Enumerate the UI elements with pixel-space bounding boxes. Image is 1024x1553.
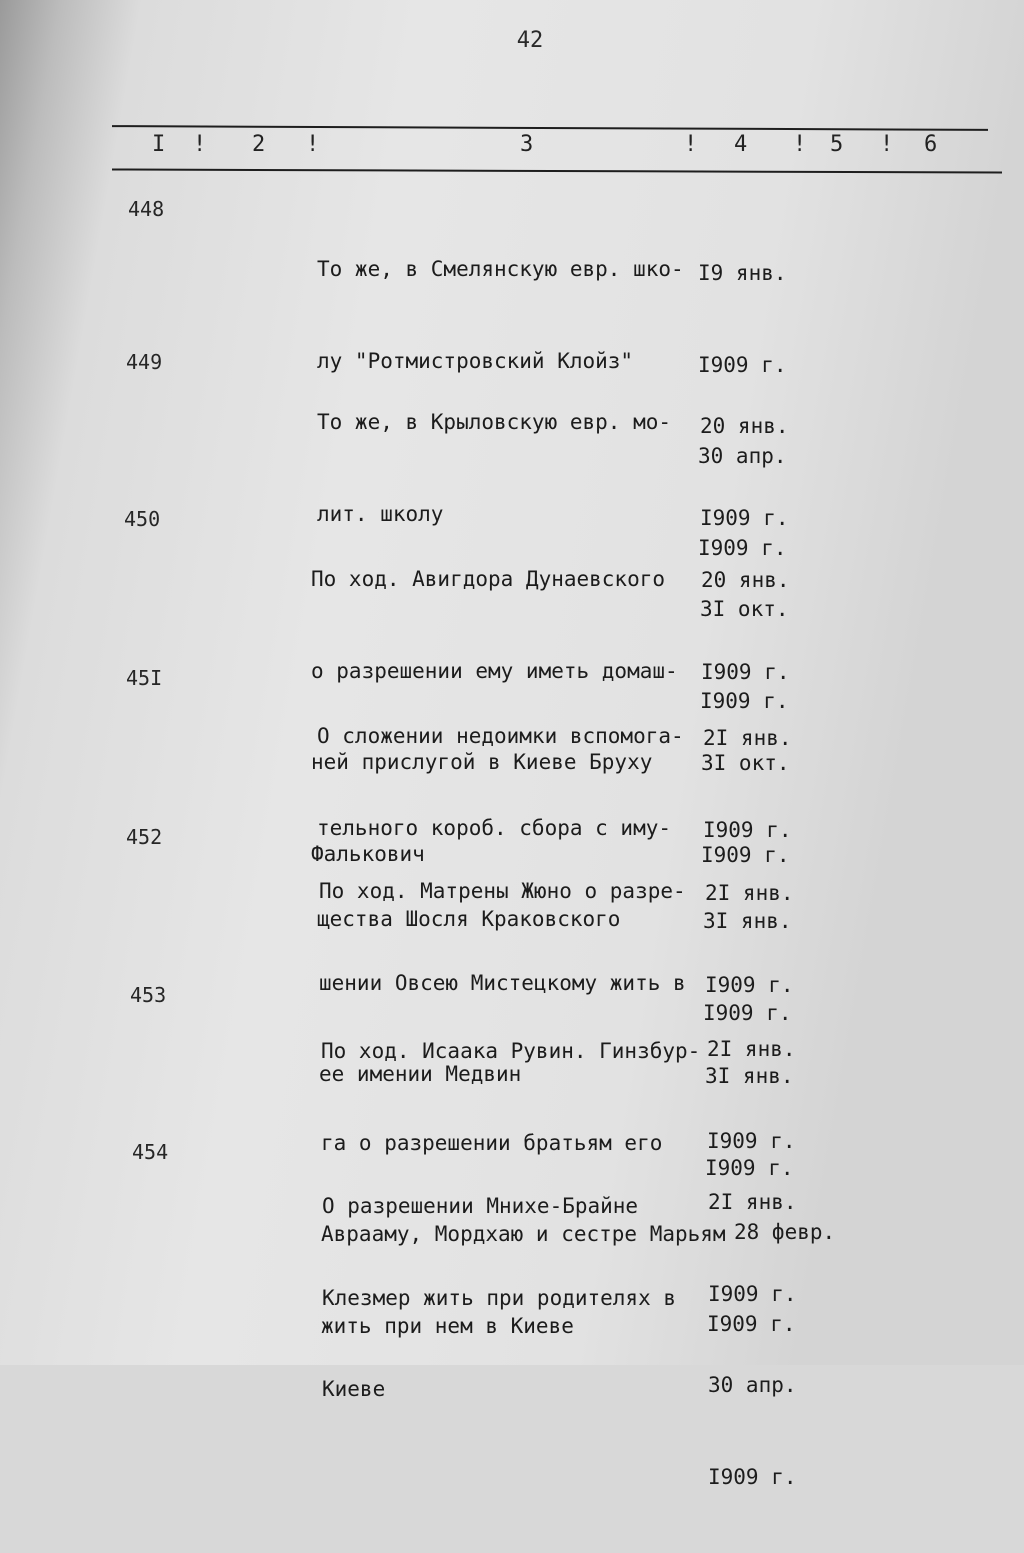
date-start-day: 2I янв. <box>708 1190 797 1214</box>
entry-line: лит. школу <box>317 501 444 526</box>
entry-line: лу "Ротмистровский Клойз" <box>317 348 634 373</box>
date-start-year: I909 г. <box>698 352 787 377</box>
date-end-year: I909 г. <box>707 1311 796 1336</box>
entry-line: То же, в Смелянскую евр. шко- <box>317 257 684 281</box>
header-col-1: I <box>152 132 166 157</box>
entry-number: 452 <box>126 825 163 849</box>
entry-number: 454 <box>132 1140 169 1164</box>
entry-line: Клезмер жить при родителях в <box>322 1285 677 1310</box>
date-end-day: 3I янв. <box>705 1064 794 1088</box>
entry-line: шении Овсею Мистецкому жить в <box>319 970 686 995</box>
header-col-4: 4 <box>734 132 748 157</box>
date-end-day: 28 февр. <box>734 1220 836 1244</box>
date-start-year: I909 г. <box>707 1128 796 1153</box>
date-end-day: 30 апр. <box>698 444 787 468</box>
date-start-year: I909 г. <box>700 505 789 530</box>
entry-line: ее имении Медвин <box>319 1062 522 1086</box>
date-end-year: I909 г. <box>708 1464 797 1489</box>
entry-dates <box>708 1126 797 1553</box>
date-end-year: I909 г. <box>698 535 787 560</box>
date-end-year: I909 г. <box>703 1000 792 1025</box>
entry-line: По ход. Матрены Жюно о разре- <box>319 879 686 903</box>
entry-line: ней прислугой в Киеве Бруху <box>311 750 653 774</box>
header-separator: ! <box>684 132 698 157</box>
date-start-day: 20 янв. <box>700 414 789 438</box>
date-start-year: I909 г. <box>705 972 794 997</box>
entry-number: 45I <box>126 666 163 690</box>
header-col-3: 3 <box>520 132 534 157</box>
page-number: 42 <box>516 28 544 53</box>
entry-description <box>322 1130 676 1466</box>
entry-number: 450 <box>124 507 161 531</box>
header-separator: ! <box>306 132 320 157</box>
bleed-through-marks <box>0 90 120 130</box>
header-col-5: 5 <box>830 132 844 157</box>
date-start-day: 20 янв. <box>701 568 790 592</box>
entry-line: о разрешении ему иметь домаш- <box>311 658 678 683</box>
date-end-day: 30 апр. <box>708 1373 797 1397</box>
date-end-year: I909 г. <box>701 842 790 867</box>
date-start-day: 2I янв. <box>707 1037 796 1061</box>
entry-line: щества Шосля Краковского <box>317 907 621 931</box>
entry-line: О разрешении Мнихе-Брайне <box>322 1194 639 1218</box>
date-end-year: I909 г. <box>700 688 789 713</box>
header-col-2: 2 <box>252 132 266 157</box>
header-separator: ! <box>880 132 894 157</box>
entry-line: О сложении недоимки вспомога- <box>317 724 684 748</box>
header-col-6: 6 <box>924 132 938 157</box>
entry-number: 448 <box>128 197 165 221</box>
entry-line: тельного короб. сбора с иму- <box>317 815 672 840</box>
date-start-year: I909 г. <box>703 817 792 842</box>
entry-line: Аврааму, Мордхаю и сестре Марьям <box>321 1222 726 1246</box>
date-end-day: 3I окт. <box>701 751 790 775</box>
date-end-day: 3I окт. <box>700 597 789 621</box>
header-separator: ! <box>793 132 807 157</box>
date-start-day: 2I янв. <box>703 726 792 750</box>
header-bottom-rule <box>112 168 1002 173</box>
header-top-rule <box>112 125 988 131</box>
entry-line: Фалькович <box>311 841 425 866</box>
date-start-year: I909 г. <box>701 659 790 684</box>
date-end-day: 3I янв. <box>703 909 792 933</box>
entry-line: га о разрешении братьям его <box>321 1130 663 1155</box>
entry-line: По ход. Исаака Рувин. Гинзбур- <box>321 1039 701 1063</box>
date-start-year: I909 г. <box>708 1281 797 1306</box>
date-end-year: I909 г. <box>705 1155 794 1180</box>
entry-line: По ход. Авигдора Дунаевского <box>311 567 666 591</box>
date-start-day: I9 янв. <box>698 261 787 285</box>
entry-line: Киеве <box>322 1377 386 1401</box>
entry-number: 453 <box>130 983 167 1007</box>
entry-line: жить при нем в Киеве <box>321 1313 574 1338</box>
date-start-day: 2I янв. <box>705 881 794 905</box>
entry-number: 449 <box>126 350 163 374</box>
header-separator: ! <box>193 132 207 157</box>
entry-line: То же, в Крыловскую евр. мо- <box>317 410 672 434</box>
